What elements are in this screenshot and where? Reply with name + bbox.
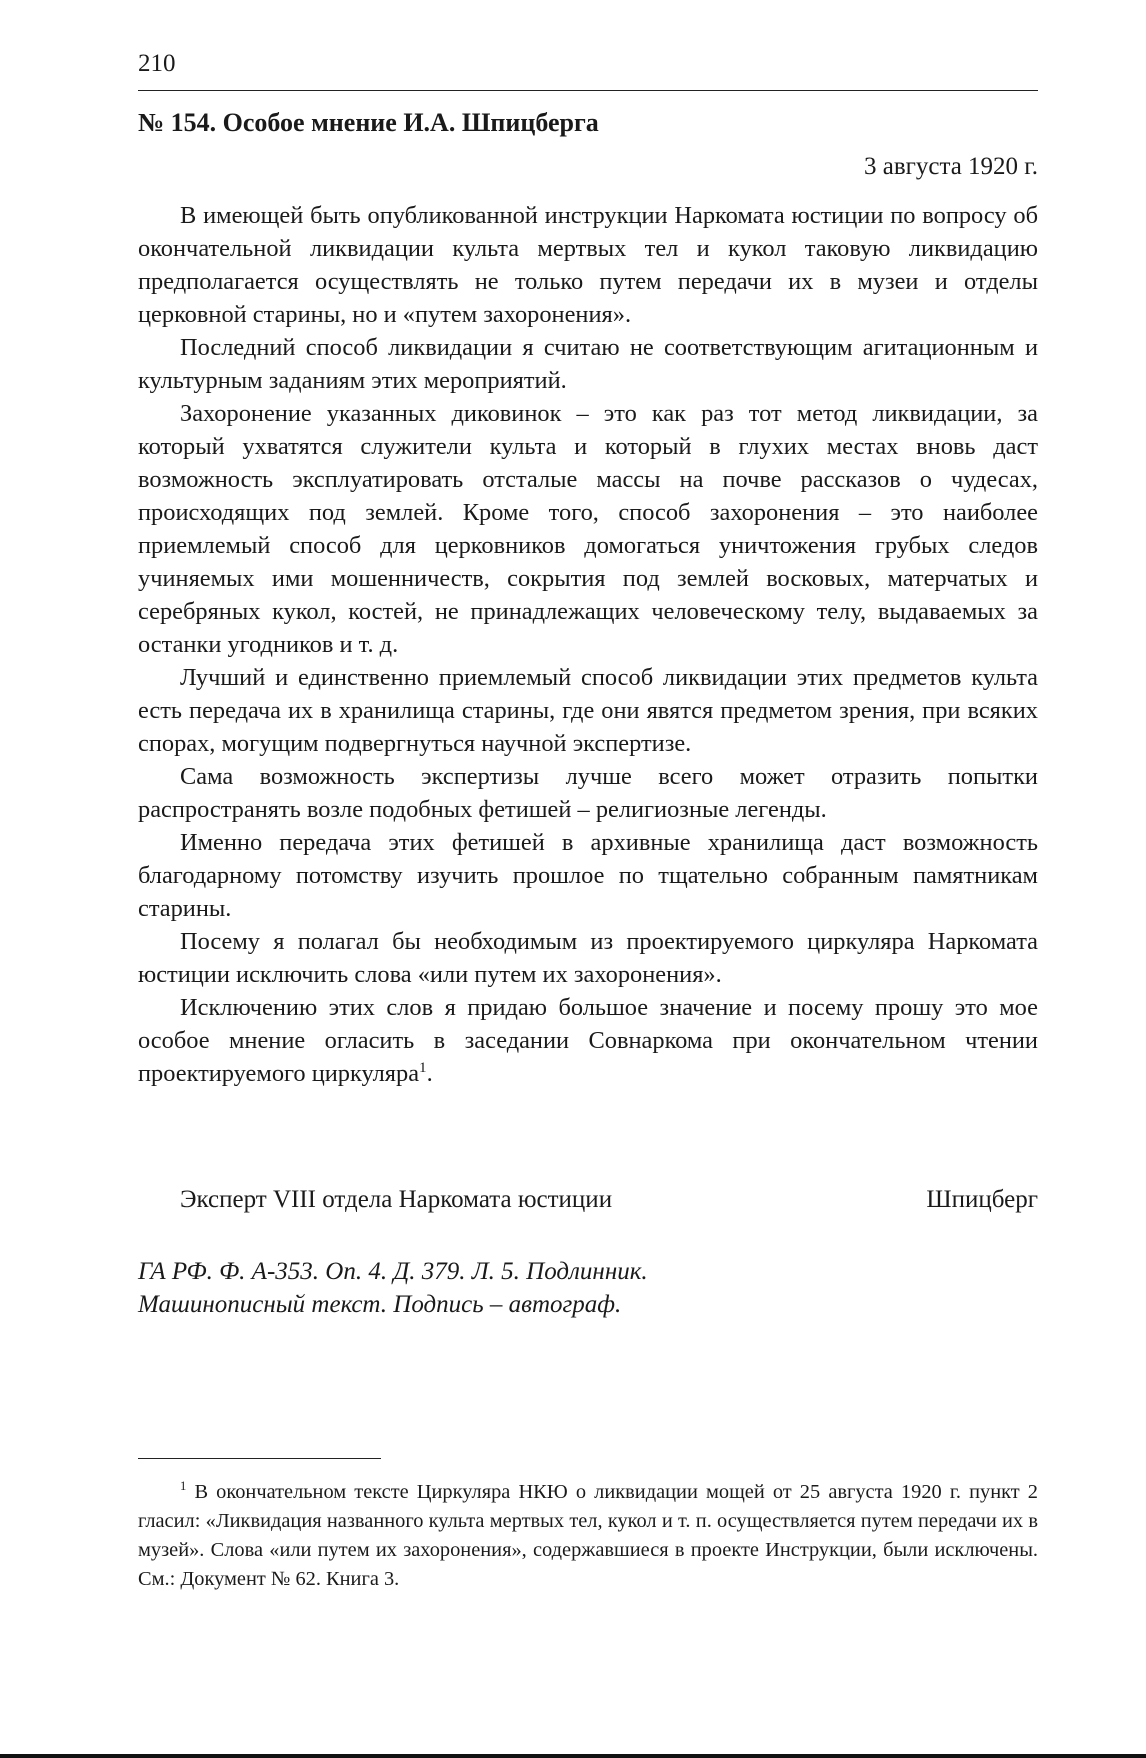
footnote-paragraph [138,1478,1038,1594]
footnote-rule [138,1458,381,1459]
paragraph-6: Именно передача этих фетишей в архивные хранилища даст возможность благодарному потомству изучить прошлое по тщательно собранным памятникам старины. [138,829,1038,922]
signature-block [180,1186,1038,1214]
paragraph-8: Исключению этих слов я придаю большое значение и посему прошу это мое особое мнение огласить в заседании Совнаркома при окончательном чтении проектируемого циркуляра$^1$. [138,994,1038,1087]
paragraph-7: Посему я полагал бы необходимым из проектируемого циркуляра Наркомата юстиции исключить слова «или путем их захоронения». [138,928,1038,988]
archive-reference [138,1255,648,1321]
signer-name: Шпицберг [926,1186,1038,1213]
archive-reference-line-1: ГА РФ. Ф. А-353. Оп. 4. Д. 379. Л. 5. Подлинник. [138,1258,648,1285]
document-body [138,199,1038,1090]
page-number: 210 [138,50,176,77]
footnote-reference[interactable]: 1 [419,1059,427,1076]
page-content [138,0,1038,1758]
paragraph-2: Последний способ ликвидации я считаю не соответствующим агитационным и культурным заданиям этих мероприятий. [138,334,1038,394]
paragraph-3: Захоронение указанных диковинок – это как раз тот метод ликвидации, за который ухватятся служители культа и который в глухих местах вновь даст возможность эксплуатировать отсталые массы на почве рассказов о чудесах, происходящих под землей. Кроме того, способ захоронения – это наиболее приемлемый способ для церковников домогаться уничтожения грубых следов учиняемых ими мошенничеств, сокрытия под землей восковых, матерчатых и серебряных кукол, костей, не принадлежащих человеческому телу, выдаваемых за останки угодников и т. д. [138,400,1038,658]
paragraph-8-text: Исключению этих слов я придаю большое значение и посему прошу это мое особое мнение огласить в заседании Совнаркома при окончательном чтении проектируемого циркуляра [138,994,1038,1087]
paragraph-4: Лучший и единственно приемлемый способ ликвидации этих предметов культа есть передача их в хранилища старины, где они явятся предметом зрения, при всяких спорах, могущим подвергнуться научной экспертизе. [138,664,1038,757]
signer-position: Эксперт VIII отдела Наркомата юстиции [180,1186,613,1213]
footnote-marker: 1 [180,1479,187,1494]
footnote-text: В окончательном тексте Циркуляра НКЮ о ликвидации мощей от 25 августа 1920 г. пункт 2 гласил: «Ликвидация названного культа мертвых тел, кукол и т. п. осуществляется путем передачи их в музей». Слова «или путем их захоронения», содержавшиеся в проекте Инструкции, были исключены. См.: Документ № 62. Книга 3. [138,1481,1038,1590]
header-rule [138,90,1038,91]
paragraph-5: Сама возможность экспертизы лучше всего может отразить попытки распространять возле подобных фетишей – религиозные легенды. [138,763,1038,823]
archive-reference-line-2: Машинописный текст. Подпись – автограф. [138,1291,622,1318]
paragraph-1: В имеющей быть опубликованной инструкции Наркомата юстиции по вопросу об окончательной ликвидации культа мертвых тел и кукол таковую ликвидацию предполагается осуществлять не только путем передачи их в музеи и отделы церковной старины, но и «путем захоронения». [138,202,1038,328]
footnote [138,1478,1038,1594]
scan-edge-bar [0,1754,1146,1758]
document-title: № 154. Особое мнение И.А. Шпицберга [138,108,599,137]
document-date: 3 августа 1920 г. [863,153,1038,180]
